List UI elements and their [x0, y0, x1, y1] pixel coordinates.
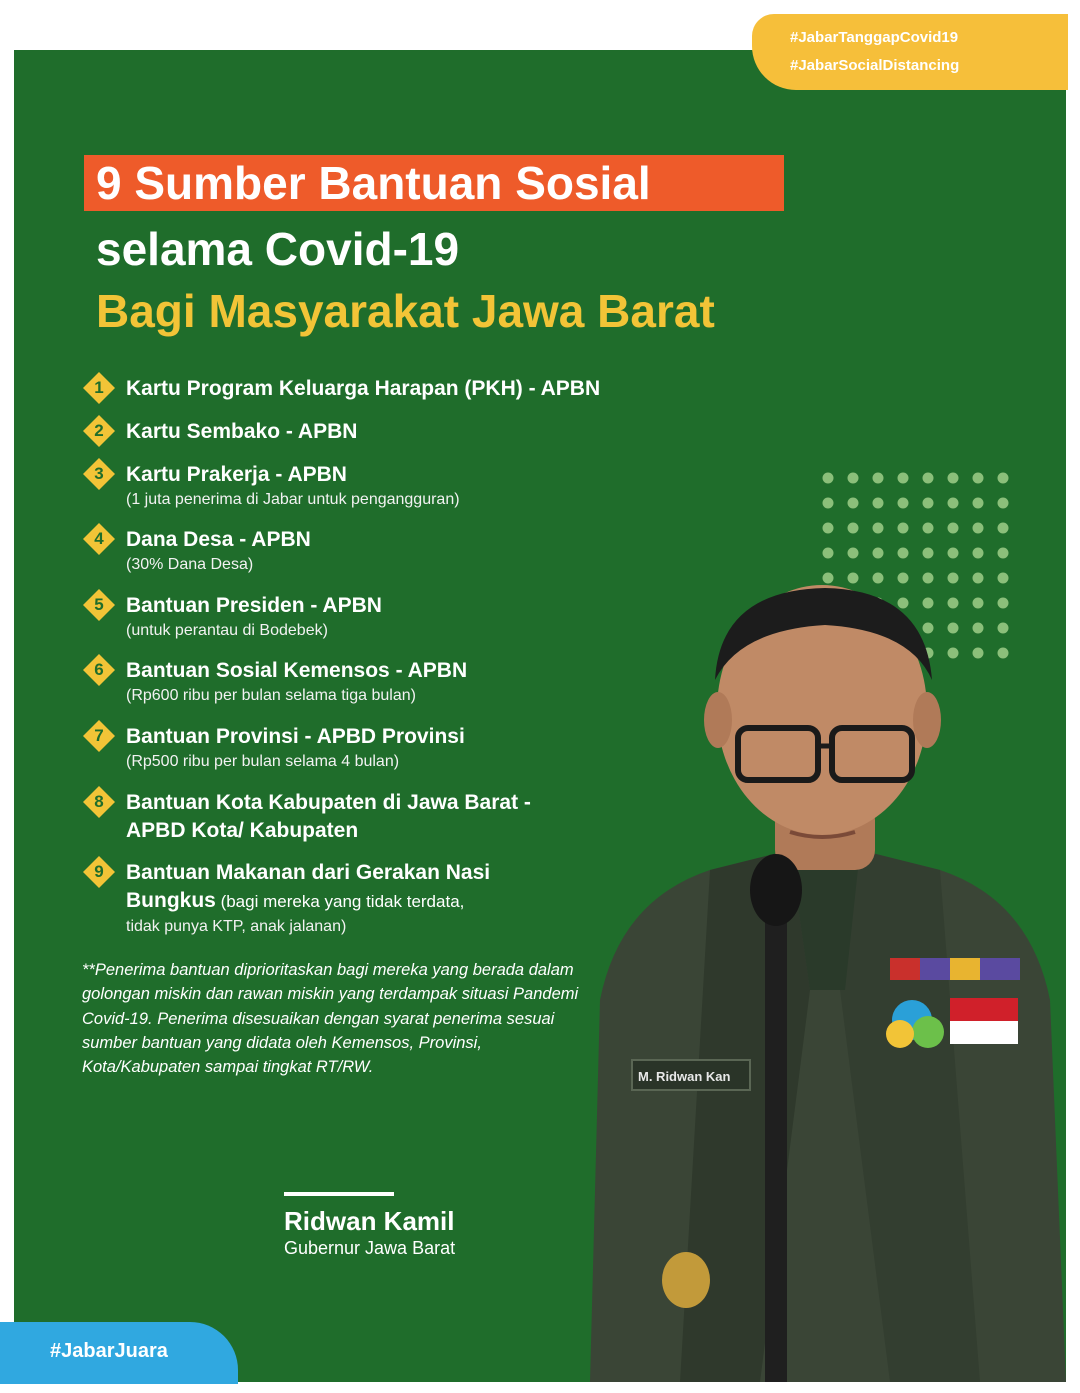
item-title: Kartu Sembako - APBN: [126, 420, 358, 443]
item-subtitle: (1 juta penerima di Jabar untuk pengangguran): [126, 491, 460, 508]
item-subtitle: (Rp600 ribu per bulan selama tiga bulan): [126, 687, 416, 704]
item-title: Dana Desa - APBN: [126, 528, 311, 551]
signature-role: Gubernur Jawa Barat: [284, 1238, 456, 1258]
item-title: Kartu Program Keluarga Harapan (PKH) - APBN: [126, 377, 601, 400]
signature-name: Ridwan Kamil: [284, 1206, 455, 1236]
item-subtitle: tidak punya KTP, anak jalanan): [126, 918, 347, 935]
item-title: Bantuan Kota Kabupaten di Jawa Barat -: [126, 791, 531, 814]
title-line-3: Bagi Masyarakat Jawa Barat: [96, 285, 715, 337]
item-title-line2: APBD Kota/ Kabupaten: [126, 819, 359, 842]
number-badge-icon: 6: [82, 653, 116, 687]
footnote: **Penerima bantuan diprioritaskan bagi mereka yang berada dalam golongan miskin dan rawan miskin yang terdampak situasi Pandemi Covid-19. Penerima disesuaikan dengan syarat penerima sesuai sumber bantuan yang didata oleh Kemensos, Provinsi, Kota/Kabupaten sampai tingkat RT/RW.: [82, 961, 579, 1077]
number-badge-icon: 9: [82, 855, 116, 889]
item-subtitle: (30% Dana Desa): [126, 556, 254, 573]
signature-divider: [284, 1192, 394, 1196]
item-title: Bantuan Provinsi - APBD Provinsi: [126, 725, 465, 748]
hashtag-covid: #JabarTanggapCovid19: [790, 29, 959, 46]
number-badge-icon: 4: [82, 522, 116, 556]
hashtag-social-distancing: #JabarSocialDistancing: [790, 57, 960, 74]
item-subtitle: (untuk perantau di Bodebek): [126, 622, 328, 639]
number-badge-icon: 5: [82, 588, 116, 622]
number-badge-icon: 7: [82, 719, 116, 753]
governor-portrait: [560, 570, 1066, 1382]
item-title-line2: Bungkus: [126, 889, 216, 912]
hashtag-badge-top: [752, 14, 1068, 90]
item-title: Bantuan Makanan dari Gerakan Nasi: [126, 861, 491, 884]
jacket-name-tag: M. Ridwan Kan: [638, 1069, 731, 1084]
item-subtitle-inline: (bagi mereka yang tidak terdata,: [215, 892, 465, 911]
title-line-2: selama Covid-19: [96, 223, 460, 275]
number-badge-icon: 8: [82, 785, 116, 819]
item-title: Bantuan Presiden - APBN: [126, 594, 382, 617]
item-subtitle: (Rp500 ribu per bulan selama 4 bulan): [126, 753, 400, 770]
hashtag-jabarjuara: #JabarJuara: [50, 1340, 168, 1362]
hashtag-badge-bottom: [0, 1322, 238, 1384]
title-line-1: 9 Sumber Bantuan Sosial: [96, 157, 651, 209]
item-title: Bantuan Sosial Kemensos - APBN: [126, 659, 468, 682]
number-badge-icon: 1: [82, 371, 116, 405]
number-badge-icon: 3: [82, 457, 116, 491]
item-title: Kartu Prakerja - APBN: [126, 463, 347, 486]
number-badge-icon: 2: [82, 414, 116, 448]
